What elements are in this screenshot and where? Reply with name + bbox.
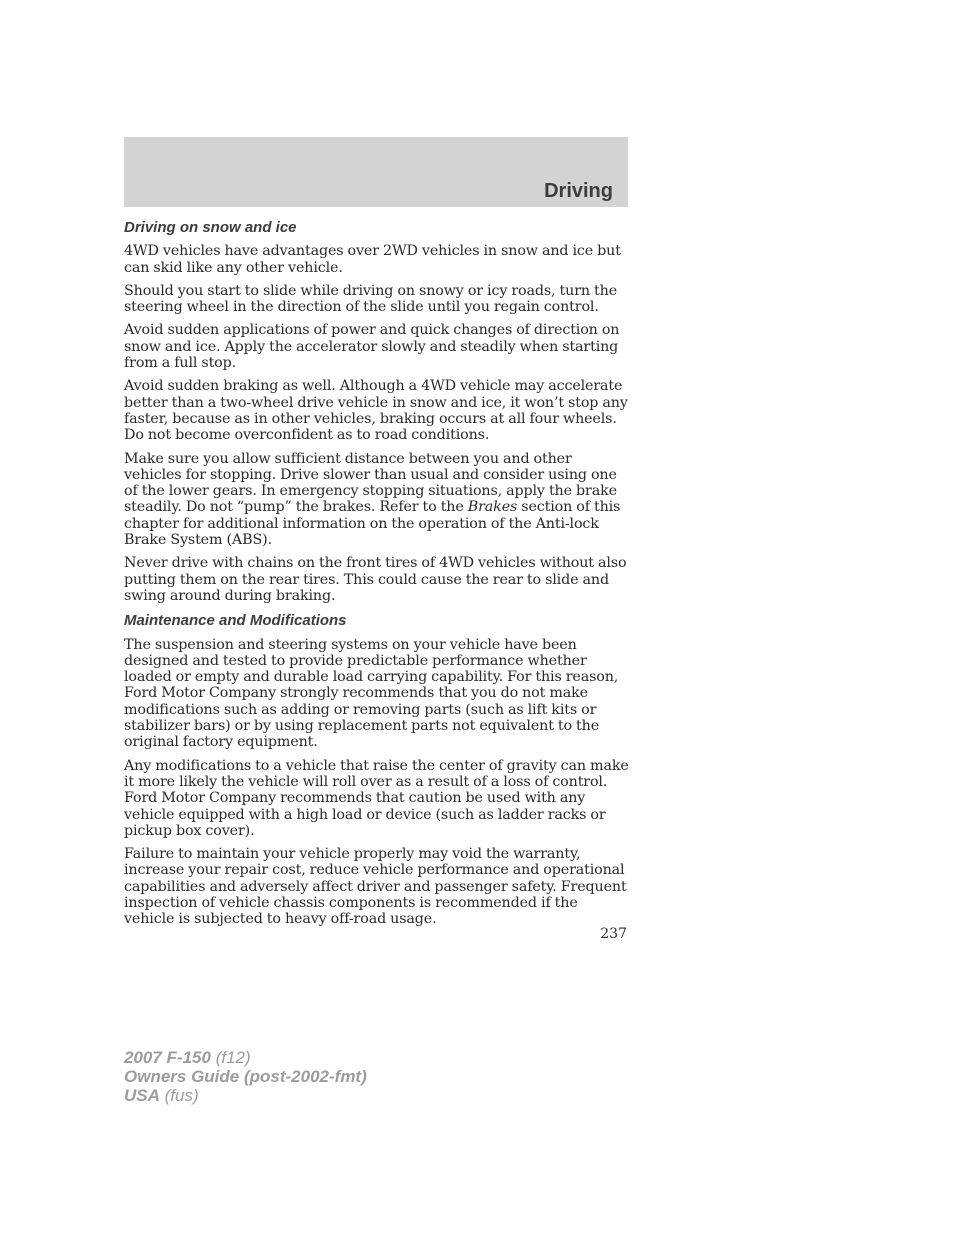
paragraph: The suspension and steering systems on your vehicle have been designed and tested to provide predictable performance whether loaded or empty and durable load carrying capability. For this reason, Ford Motor Company strongly recommends that you do not make modifications such as adding or removing parts (such as lift kits or stabilizer bars) or by using replacement parts not equivalent to the original factory equipment.	[124, 636, 619, 751]
footer-line-guide	[124, 1067, 367, 1086]
paragraph: Avoid sudden braking as well. Although a 4WD vehicle may accelerate better than a two-wheel drive vehicle in snow and ice, it won’t stop any faster, because as in other vehicles, braking occurs at all four wheels. Do not become overconfident as to road conditions.	[124, 378, 628, 444]
footer-market: USA	[124, 1086, 160, 1105]
paragraph: Failure to maintain your vehicle properly may void the warranty, increase your repair cost, reduce vehicle performance and operational capabilities and adversely affect driver and passenger safety. Frequent inspection of vehicle chassis components is recommended if the vehicle is subjected to heavy off-road usage.	[124, 846, 627, 928]
paragraph-text: section of this chapter for additional information on the operation of the Anti-lock Brake System (ABS).	[124, 499, 621, 549]
paragraph-brakes-reference	[124, 451, 630, 549]
chapter-header-band	[124, 137, 628, 207]
paragraph: Never drive with chains on the front tires of 4WD vehicles without also putting them on the rear tires. This could cause the rear to slide and swing around during braking.	[124, 555, 627, 604]
document-footer	[124, 1048, 367, 1105]
chapter-title: Driving	[544, 180, 613, 202]
footer-model-code: (f12)	[215, 1048, 251, 1067]
footer-line-model	[124, 1048, 367, 1067]
footer-model: 2007 F-150	[124, 1048, 211, 1067]
section-heading-snow-ice: Driving on snow and ice	[124, 219, 297, 236]
footer-guide: Owners Guide (post-2002-fmt)	[124, 1067, 367, 1086]
page-number: 237	[600, 926, 627, 942]
paragraph-text: Make sure you allow sufficient distance between you and other vehicles for stopping. Drive slower than usual and consider using one of the lower gears. In emergency stopping situations, apply the brake steadily. Do not “pump” the brakes. Refer to the	[124, 450, 617, 516]
footer-market-code: (fus)	[164, 1086, 199, 1105]
paragraph: 4WD vehicles have advantages over 2WD vehicles in snow and ice but can skid like any other vehicle.	[124, 243, 621, 276]
brakes-section-reference: Brakes	[467, 499, 518, 516]
paragraph: Any modifications to a vehicle that raise the center of gravity can make it more likely the vehicle will roll over as a result of a loss of control. Ford Motor Company recommends that caution be used with any vehicle equipped with a high load or device (such as ladder racks or pickup box cover).	[124, 757, 629, 839]
footer-line-market	[124, 1086, 367, 1105]
page-content	[124, 220, 630, 935]
paragraph: Avoid sudden applications of power and quick changes of direction on snow and ice. Apply the accelerator slowly and steadily when starting from a full stop.	[124, 322, 620, 372]
section-heading-maintenance: Maintenance and Modifications	[124, 612, 347, 630]
paragraph: Should you start to slide while driving on snowy or icy roads, turn the steering wheel in the direction of the slide until you regain control.	[124, 282, 618, 316]
